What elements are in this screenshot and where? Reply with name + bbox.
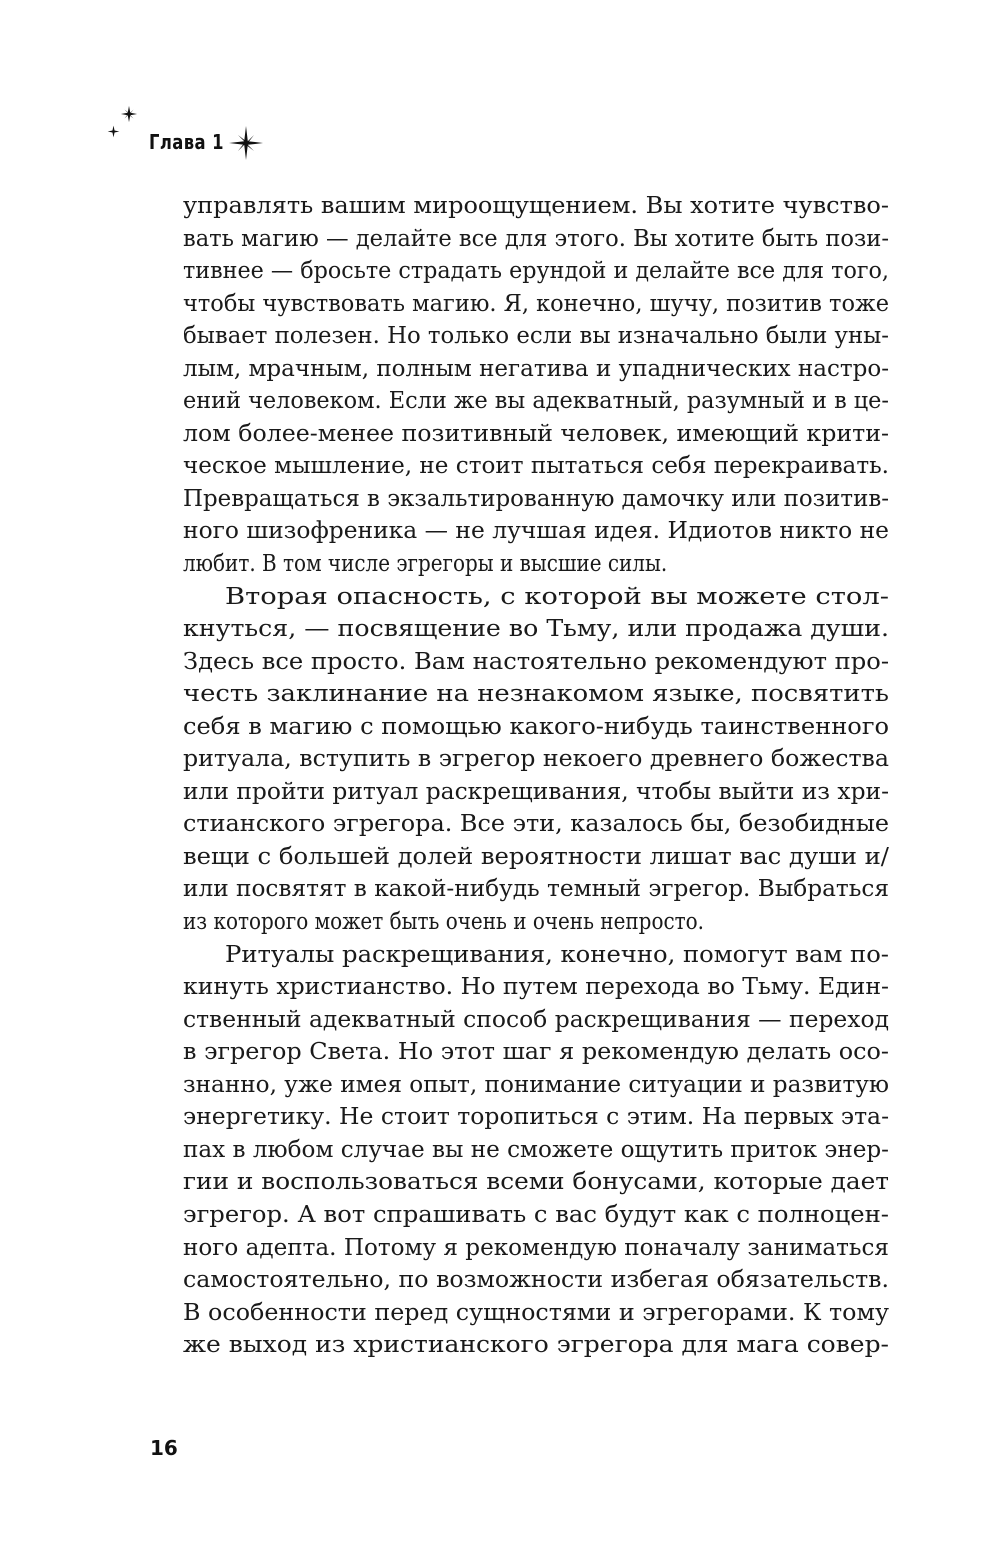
text-line: знанно, уже имея опыт, понимание ситуации и развитую [183, 1070, 889, 1098]
text-line: энергетику. Не стоит торопиться с этим. На первых эта- [183, 1103, 889, 1131]
sparkle-star-small-bottom-icon [107, 125, 120, 138]
text-line: бывает полезен. Но только если вы изначально были уны- [183, 322, 889, 350]
text-line: В особенности перед сущностями и эгрегорами. К тому [183, 1298, 889, 1326]
text-line: стианского эгрегора. Все эти, казалось бы, безобидные [183, 810, 889, 838]
text-line: ритуала, вступить в эгрегор некоего древнего божества [183, 745, 890, 773]
text-line: вещи с большей долей вероятности лишат вас души и/ [183, 842, 889, 870]
text-line: Вторая опасность, с которой вы можете стол- [225, 582, 889, 610]
page-number: 16 [150, 1436, 178, 1460]
text-line: управлять вашим мироощущением. Вы хотите чувство- [183, 192, 889, 219]
text-line: или пройти ритуал раскрещивания, чтобы выйти из хри- [183, 777, 889, 805]
text-line: или посвятят в какой-нибудь темный эгрегор. Выбраться [183, 875, 889, 903]
text-line: же выход из христианского эгрегора для мага совер- [183, 1331, 889, 1359]
text-line: себя в магию с помощью какого-нибудь таинственного [183, 712, 889, 740]
text-line: кнуться, — посвящение во Тьму, или продажа души. [183, 615, 889, 643]
text-line: Превращаться в экзальтированную дамочку или позитив- [183, 484, 889, 512]
text-line: вать магию — делайте все для этого. Вы хотите быть пози- [183, 224, 889, 252]
text-line: чтобы чувствовать магию. Я, конечно, шучу, позитив тоже [183, 289, 889, 317]
text-line: гии и воспользоваться всеми бонусами, которые дает [183, 1168, 889, 1196]
text-line: ческое мышление, не стоит пытаться себя перекраивать. [183, 452, 889, 480]
text-line: в эгрегор Света. Но этот шаг я рекомендую делать осо- [183, 1038, 889, 1066]
text-line: Здесь все просто. Вам настоятельно рекомендуют про- [183, 647, 889, 675]
text-line: ного шизофреника — не лучшая идея. Идиотов никто не [183, 517, 890, 545]
text-line: честь заклинание на незнакомом языке, посвятить [183, 680, 889, 708]
text-line: кинуть христианство. Но путем перехода во Тьму. Един- [183, 973, 889, 1001]
sparkle-star-large-icon [228, 125, 264, 161]
chapter-label: Глава 1 [149, 130, 224, 154]
text-line: из которого может быть очень и очень непросто. [183, 908, 704, 936]
text-line: Ритуалы раскрещивания, конечно, помогут вам по- [225, 940, 889, 968]
body-text [183, 190, 889, 1362]
text-line: ений человеком. Если же вы адекватный, разумный и в це- [183, 387, 889, 415]
text-line: самостоятельно, по возможности избегая обязательств. [183, 1266, 889, 1294]
text-line: пах в любом случае вы не сможете ощутить приток энер- [183, 1135, 889, 1163]
sparkle-star-small-top-icon [120, 105, 138, 123]
text-line: ного адепта. Потому я рекомендую поначалу заниматься [183, 1233, 889, 1261]
text-line: лом более-менее позитивный человек, имеющий крити- [183, 419, 889, 447]
text-line: эгрегор. А вот спрашивать с вас будут как с полноцен- [183, 1200, 889, 1228]
text-line: ственный адекватный способ раскрещивания — переход [183, 1005, 890, 1033]
text-line: лым, мрачным, полным негатива и упаднических настро- [183, 354, 889, 382]
text-line: тивнее — бросьте страдать ерундой и делайте все для того, [183, 257, 889, 285]
text-line: любит. В том числе эгрегоры и высшие силы. [183, 550, 668, 578]
